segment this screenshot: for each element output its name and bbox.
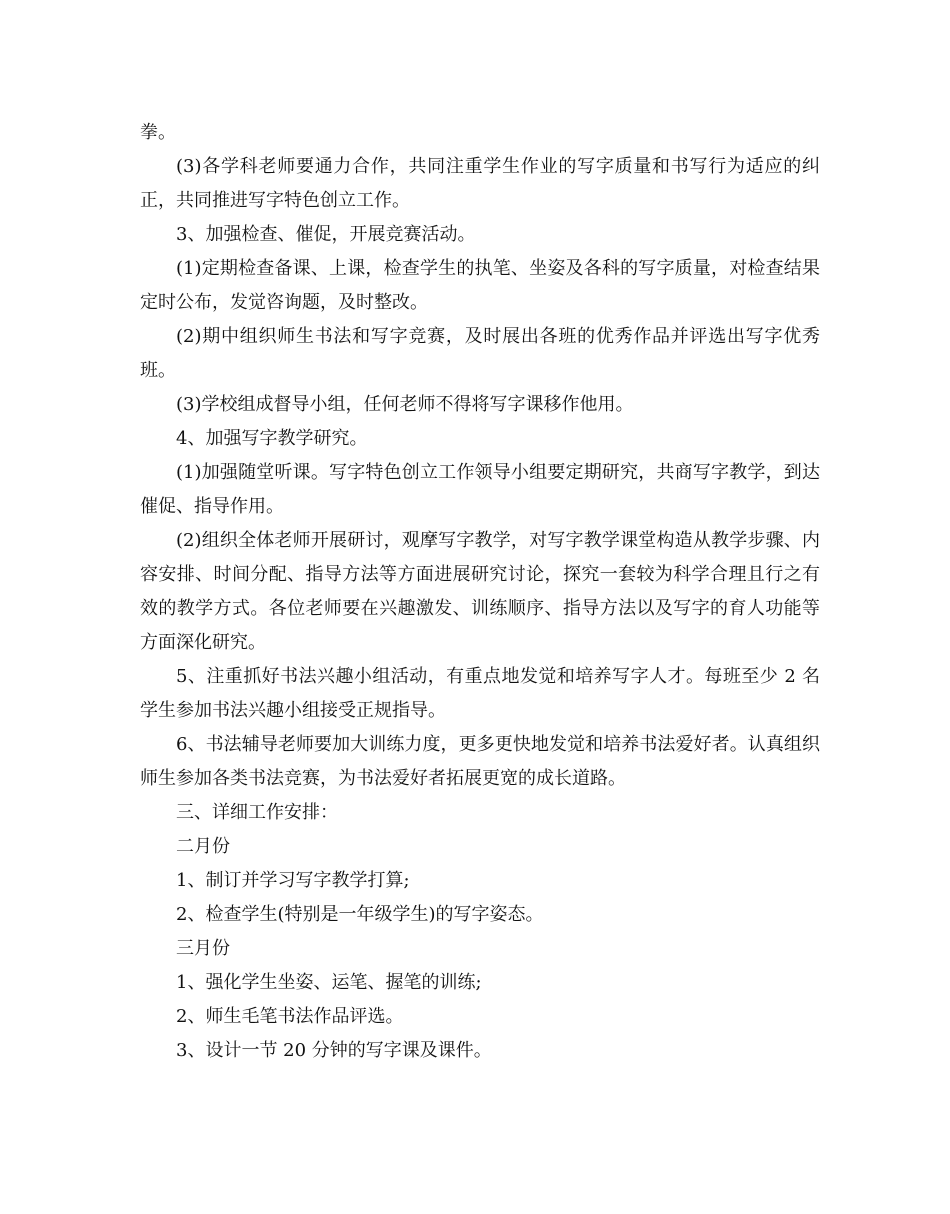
month-heading: 三月份 [176, 938, 230, 959]
section-heading: 3、加强检查、催促，开展竞赛活动。 [176, 224, 476, 245]
list-item: 3、设计一节 20 分钟的写字课及课件。 [176, 1040, 492, 1061]
list-item: 2、检查学生(特别是一年级学生)的写字姿态。 [176, 904, 544, 925]
list-item: 1、强化学生坐姿、运笔、握笔的训练; [176, 972, 482, 993]
paragraph: 5、注重抓好书法兴趣小组活动，有重点地发觉和培养写字人才。每班至少 2 名学生参加书法兴趣小组接受正规指导。 [140, 666, 820, 721]
paragraph: (3)学校组成督导小组，任何老师不得将写字课移作他用。 [176, 394, 634, 415]
list-item: 1、制订并学习写字教学打算; [176, 870, 410, 891]
section-heading: 三、详细工作安排： [176, 802, 338, 823]
list-item: 2、师生毛笔书法作品评选。 [176, 1006, 404, 1027]
paragraph: (2)期中组织师生书法和写字竞赛，及时展出各班的优秀作品并评选出写字优秀班。 [140, 326, 820, 381]
paragraph: 6、书法辅导老师要加大训练力度，更多更快地发觉和培养书法爱好者。认真组织师生参加各类书法竞赛，为书法爱好者拓展更宽的成长道路。 [140, 734, 820, 789]
section-heading: 4、加强写字教学研究。 [176, 428, 368, 449]
document-body [140, 116, 820, 1068]
paragraph: (1)定期检查备课、上课，检查学生的执笔、坐姿及各科的写字质量，对检查结果定时公布，发觉咨询题，及时整改。 [140, 258, 820, 313]
paragraph: 拳。 [140, 122, 176, 143]
paragraph: (1)加强随堂听课。写字特色创立工作领导小组要定期研究，共商写字教学，到达催促、指导作用。 [140, 462, 820, 517]
month-heading: 二月份 [176, 836, 230, 857]
paragraph: (3)各学科老师要通力合作，共同注重学生作业的写字质量和书写行为适应的纠正，共同推进写字特色创立工作。 [140, 156, 820, 211]
paragraph: (2)组织全体老师开展研讨，观摩写字教学，对写字教学课堂构造从教学步骤、内容安排、时间分配、指导方法等方面进展研究讨论，探究一套较为科学合理且行之有效的教学方式。各位老师要在兴趣激发、训练顺序、指导方法以及写字的育人功能等方面深化研究。 [140, 530, 820, 653]
